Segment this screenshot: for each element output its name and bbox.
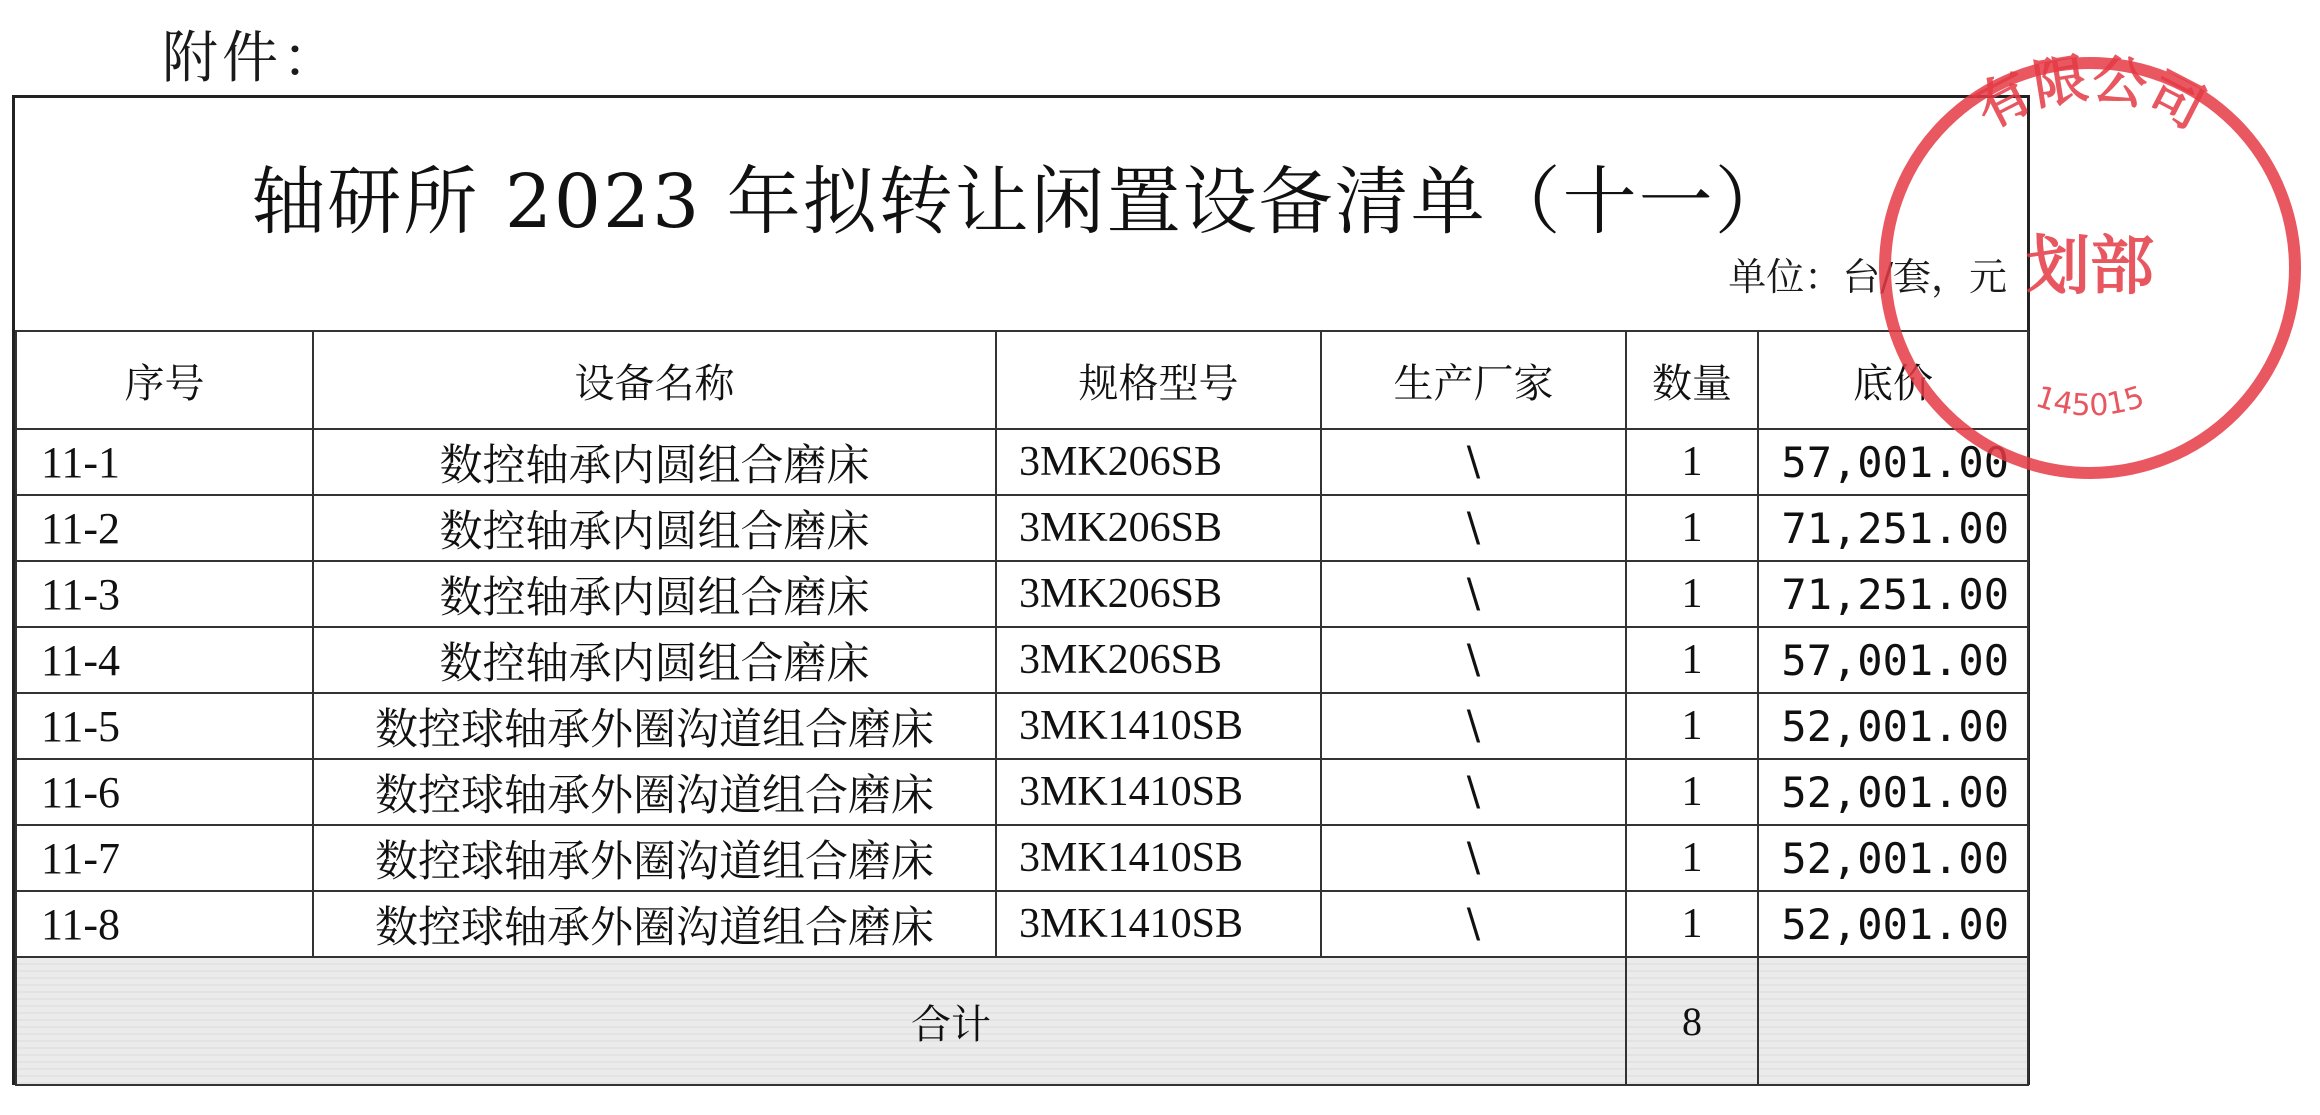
row-seq: 11-4	[16, 627, 313, 693]
row-manufacturer: \	[1321, 759, 1626, 825]
row-price: 71,251.00	[1758, 495, 2028, 561]
equipment-list-sheet	[12, 95, 2030, 1085]
row-manufacturer: \	[1321, 495, 1626, 561]
row-quantity: 1	[1626, 891, 1758, 957]
unit-note: 单位：台/套，元	[1728, 255, 2007, 299]
row-manufacturer: \	[1321, 825, 1626, 891]
row-equipment-name: 数控球轴承外圈沟道组合磨床	[313, 825, 996, 891]
row-manufacturer: \	[1321, 627, 1626, 693]
row-quantity: 1	[1626, 693, 1758, 759]
total-price	[1758, 957, 2028, 1085]
row-equipment-name: 数控球轴承外圈沟道组合磨床	[313, 891, 996, 957]
attachment-label: 附件：	[162, 26, 342, 91]
table-row	[16, 429, 2028, 495]
row-model: 3MK206SB	[996, 429, 1321, 495]
row-equipment-name: 数控轴承内圆组合磨床	[313, 495, 996, 561]
row-seq: 11-6	[16, 759, 313, 825]
row-equipment-name: 数控轴承内圆组合磨床	[313, 627, 996, 693]
row-quantity: 1	[1626, 495, 1758, 561]
table-row	[16, 891, 2028, 957]
row-price: 52,001.00	[1758, 693, 2028, 759]
table-row	[16, 627, 2028, 693]
equipment-table	[15, 330, 2029, 1086]
seal-text-mid: 划部	[2026, 230, 2154, 304]
row-equipment-name: 数控球轴承外圈沟道组合磨床	[313, 693, 996, 759]
table-row	[16, 561, 2028, 627]
row-manufacturer: \	[1321, 693, 1626, 759]
header-model: 规格型号	[996, 331, 1321, 429]
total-label: 合计	[16, 957, 1626, 1085]
row-quantity: 1	[1626, 627, 1758, 693]
header-price: 底价	[1758, 331, 2028, 429]
row-seq: 11-1	[16, 429, 313, 495]
row-manufacturer: \	[1321, 891, 1626, 957]
row-model: 3MK1410SB	[996, 693, 1321, 759]
row-manufacturer: \	[1321, 561, 1626, 627]
table-row	[16, 693, 2028, 759]
row-price: 52,001.00	[1758, 825, 2028, 891]
row-quantity: 1	[1626, 429, 1758, 495]
row-price: 71,251.00	[1758, 561, 2028, 627]
header-quantity: 数量	[1626, 331, 1758, 429]
total-quantity: 8	[1626, 957, 1758, 1085]
header-name: 设备名称	[313, 331, 996, 429]
row-price: 57,001.00	[1758, 627, 2028, 693]
row-quantity: 1	[1626, 561, 1758, 627]
document-title: 轴研所 2023 年拟转让闲置设备清单（十一）	[251, 159, 1791, 245]
row-model: 3MK206SB	[996, 561, 1321, 627]
row-seq: 11-3	[16, 561, 313, 627]
row-quantity: 1	[1626, 759, 1758, 825]
row-price: 52,001.00	[1758, 891, 2028, 957]
row-seq: 11-7	[16, 825, 313, 891]
row-equipment-name: 数控球轴承外圈沟道组合磨床	[313, 759, 996, 825]
row-price: 57,001.00	[1758, 429, 2028, 495]
table-header-row	[16, 331, 2028, 429]
row-equipment-name: 数控轴承内圆组合磨床	[313, 561, 996, 627]
table-row	[16, 825, 2028, 891]
seal-text-top: 有限公司	[1965, 46, 2215, 141]
row-seq: 11-2	[16, 495, 313, 561]
row-model: 3MK206SB	[996, 627, 1321, 693]
total-row	[16, 957, 2028, 1085]
row-price: 52,001.00	[1758, 759, 2028, 825]
row-seq: 11-8	[16, 891, 313, 957]
seal-code: 145015	[2031, 379, 2149, 424]
row-quantity: 1	[1626, 825, 1758, 891]
table-row	[16, 759, 2028, 825]
row-manufacturer: \	[1321, 429, 1626, 495]
row-equipment-name: 数控轴承内圆组合磨床	[313, 429, 996, 495]
row-model: 3MK1410SB	[996, 759, 1321, 825]
row-model: 3MK1410SB	[996, 825, 1321, 891]
table-row	[16, 495, 2028, 561]
row-model: 3MK206SB	[996, 495, 1321, 561]
header-seq: 序号	[16, 331, 313, 429]
row-seq: 11-5	[16, 693, 313, 759]
row-model: 3MK1410SB	[996, 891, 1321, 957]
header-manufacturer: 生产厂家	[1321, 331, 1626, 429]
